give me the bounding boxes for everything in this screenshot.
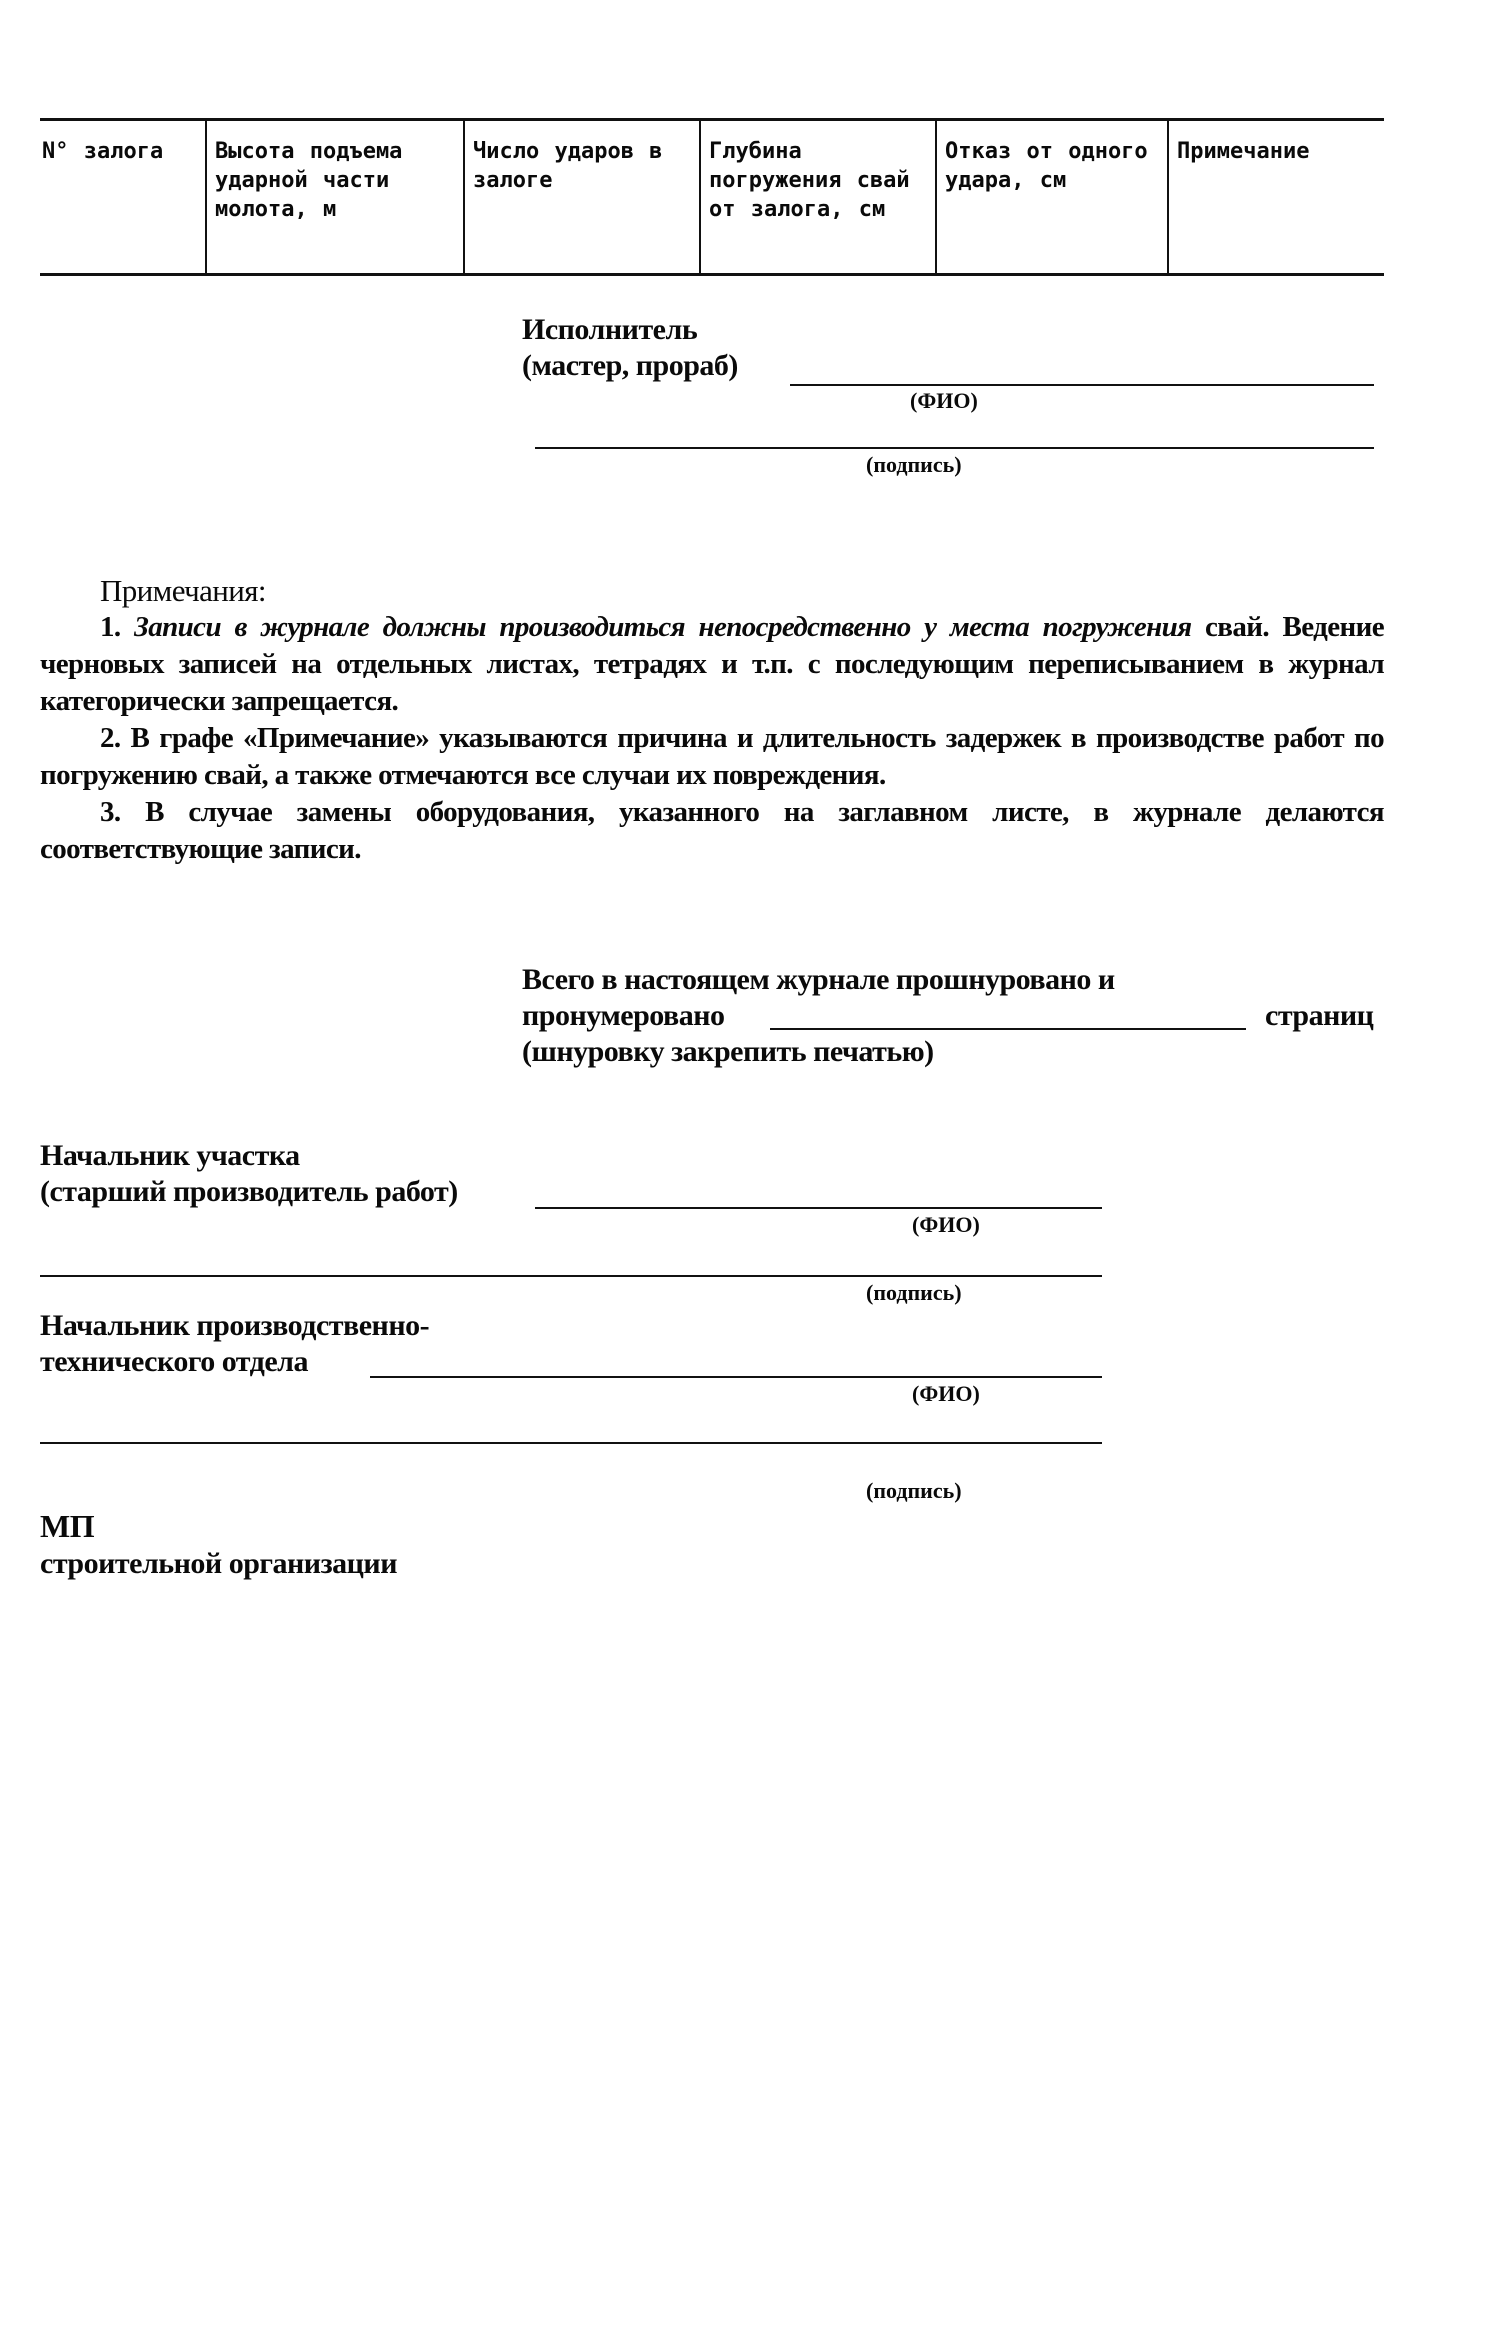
notes-section [40,572,1384,868]
stamp-organization-label: строительной организации [40,1547,397,1580]
pto-head-fio-caption: (ФИО) [912,1381,980,1406]
note-item-2: 2. В графе «Примечание» указываются причина и длительность задержек в производстве работ по погружению свай, а также отмечаются все случаи их повреждения. [40,722,1384,791]
executor-fio-line [790,384,1374,386]
pto-head-fio-line [370,1376,1102,1378]
section-head-role-label: (старший производитель работ) [40,1175,458,1208]
column-header-refusal: Отказ от одного удара, см [937,121,1169,273]
note-item-1-rest: свай. Ведение черновых записей на отдельных листах, тетрадях и т.п. с последующим переписыванием в журнал категорически запрещается. [40,611,1384,717]
page-count-line [770,1028,1246,1030]
note-item-1-number: 1. [100,611,135,643]
pto-head-signature-line [40,1442,1102,1444]
section-head-label: Начальник участка [40,1139,300,1172]
note-item-3: 3. В случае замены оборудования, указанного на заглавном листе, в журнале делаются соответствующие записи. [40,796,1384,865]
stamp-mp-label: МП [40,1508,95,1544]
pto-head-label: Начальник производственно- [40,1309,430,1342]
executor-fio-caption: (ФИО) [910,388,978,413]
binding-statement-line1: Всего в настоящем журнале прошнуровано и [522,963,1115,996]
executor-label: Исполнитель [522,313,698,346]
binding-seal-note: (шнуровку закрепить печатью) [522,1035,934,1068]
pile-driving-log-table [40,118,1384,276]
column-header-drop-height: Высота подъема ударной части молота, м [207,121,465,273]
binding-statement-suffix: страниц [1265,999,1374,1032]
column-header-batch-number: N° залога [40,121,207,273]
pto-head-role-label: технического отдела [40,1345,308,1378]
column-header-blow-count: Число ударов в залоге [465,121,701,273]
pto-head-signature-caption: (подпись) [866,1478,962,1503]
section-head-signature-caption: (подпись) [866,1280,962,1305]
executor-signature-line [535,447,1374,449]
section-head-fio-caption: (ФИО) [912,1212,980,1237]
section-head-fio-line [535,1207,1102,1209]
binding-statement-prefix: пронумеровано [522,999,725,1032]
column-header-penetration-depth: Глубина погружения свай от залога, см [701,121,937,273]
note-item-1-italic: Записи в журнале должны производиться непосредственно у места погружения [134,611,1192,643]
note-item-1 [40,609,1384,720]
executor-role-label: (мастер, прораб) [522,349,738,382]
column-header-remark: Примечание [1177,139,1310,164]
section-head-signature-line [40,1275,1102,1277]
notes-heading: Примечания: [100,573,266,608]
executor-signature-caption: (подпись) [866,452,962,477]
